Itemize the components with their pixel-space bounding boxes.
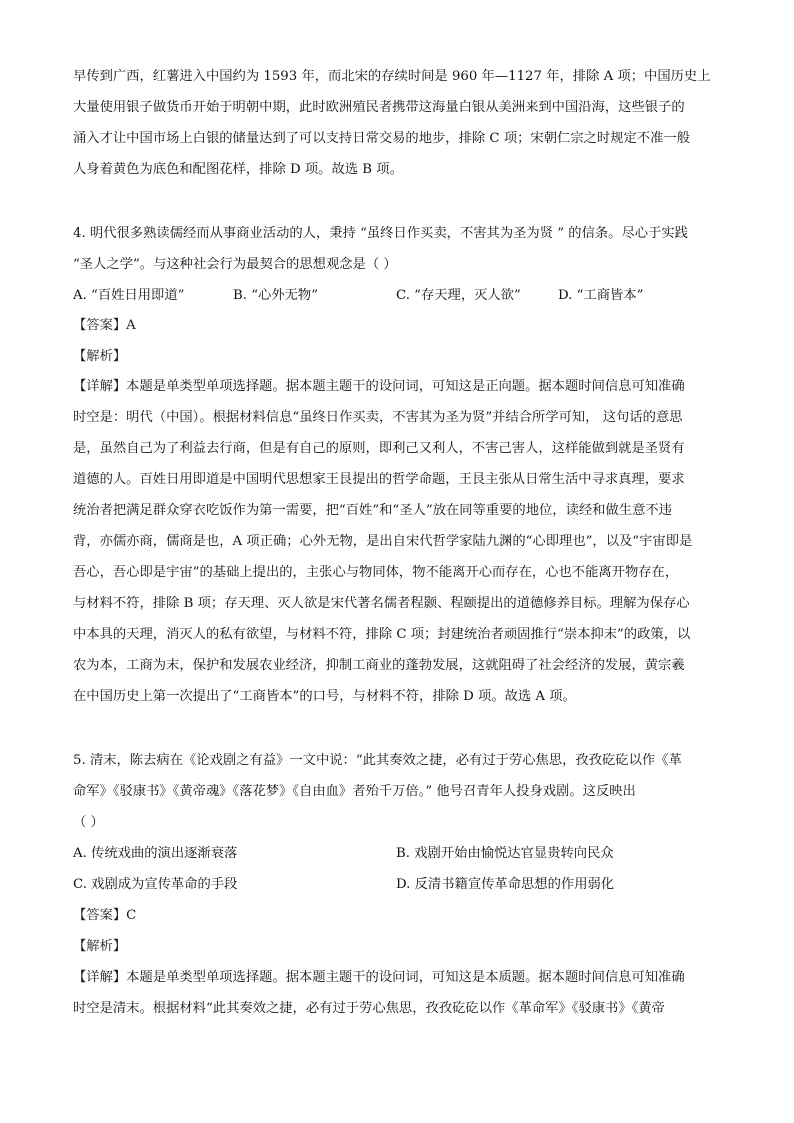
q5-option-c: C. 戏剧成为宣传革命的手段 bbox=[73, 877, 238, 892]
prev-explanation-line-2: 大量使用银子做货币开始于明朝中期，此时欧洲殖民者携带这海量白银从美洲来到中国沿海，这些银子的 bbox=[73, 100, 685, 115]
q4-option-a: A. “百姓日用即道” bbox=[73, 288, 185, 303]
q4-detail-line: 与材料不符，排除 B 项；存天理、灭人欲是宋代著名儒者程颢、程颐提出的道德修养目标。理解为保存心 bbox=[73, 596, 690, 611]
q5-analysis-label: 【解析】 bbox=[73, 939, 127, 954]
q4-detail-line: 道德的人。百姓日用即道是中国明代思想家王艮提出的哲学命题，王艮主张从日常生活中寻求真理，要求 bbox=[73, 472, 685, 487]
q4-detail-line: 农为本，工商为末，保护和发展农业经济，抑制工商业的蓬勃发展，这就阻碍了社会经济的发展，黄宗羲 bbox=[73, 658, 685, 673]
q4-analysis-label: 【解析】 bbox=[73, 349, 127, 364]
q5-stem-line-3: （ ） bbox=[73, 815, 104, 830]
q5-answer-label: 【答案】C bbox=[73, 908, 137, 923]
prev-explanation-line-1: 早传到广西，红薯进入中国约为 1593 年，而北宋的存续时间是 960 年—1127 年，排除 A 项；中国历史上 bbox=[73, 69, 711, 84]
q4-detail-line: 中本具的天理，消灭人的私有欲望，与材料不符，排除 C 项；封建统治者顽固推行“崇本抑末”的政策，以 bbox=[73, 627, 691, 642]
q4-detail-line: 【详解】本题是单类型单项选择题。据本题主题干的设问词，可知这是正向题。据本题时间信息可知准确 bbox=[73, 379, 685, 394]
q4-option-b: B. “心外无物” bbox=[233, 288, 319, 303]
q4-detail-line: 吾心，吾心即是宇宙”的基础上提出的，主张心与物同体，物不能离开心而存在，心也不能离开物存在， bbox=[73, 565, 679, 580]
q5-stem-line-1: 5. 清末，陈去病在《论戏剧之有益》一文中说：“此其奏效之捷，必有过于劳心焦思，孜孜矻矻以作《革 bbox=[73, 753, 682, 768]
q5-detail-line: 时空是清末。根据材料“此其奏效之捷，必有过于劳心焦思，孜孜矻矻以作《革命军》《驳康书》《黄帝 bbox=[73, 1001, 665, 1016]
q4-detail-line: 是，虽然自己为了利益去行商，但是有自己的原则，即利己又利人，不害己害人，这样能做到就是圣贤有 bbox=[73, 441, 685, 456]
q4-option-c: C. “存天理，灭人欲” bbox=[396, 288, 521, 303]
q4-stem-line-1: 4. 明代很多熟读儒经而从事商业活动的人，秉持 “虽终日作买卖，不害其为圣为贤 ” 的信条。尽心于实践 bbox=[73, 226, 688, 241]
q4-detail-line: 背，亦儒亦商，儒商是也，A 项正确；心外无物，是出自宋代哲学家陆九渊的“心即理也”，以及“宇宙即是 bbox=[73, 534, 693, 549]
q5-option-d: D. 反清书籍宣传革命思想的作用弱化 bbox=[396, 877, 615, 892]
q4-answer-label: 【答案】A bbox=[73, 318, 136, 333]
q4-detail-line: 统治者把满足群众穿衣吃饭作为第一需要，把“百姓”和“圣人”放在同等重要的地位，读经和做生意不违 bbox=[73, 503, 672, 518]
q5-option-b: B. 戏剧开始由愉悦达官显贵转向民众 bbox=[396, 846, 614, 861]
q5-stem-line-2: 命军》《驳康书》《黄帝魂》《落花梦》《自由血》者殆千万倍。” 他号召青年人投身戏剧。这反映出 bbox=[73, 784, 636, 799]
q5-detail-line: 【详解】本题是单类型单项选择题。据本题主题干的设问词，可知这是本质题。据本题时间信息可知准确 bbox=[73, 970, 685, 985]
q4-option-d: D. “工商皆本” bbox=[558, 288, 644, 303]
q5-option-a: A. 传统戏曲的演出逐渐衰落 bbox=[73, 846, 238, 861]
prev-explanation-line-3: 涌入才让中国市场上白银的储量达到了可以支持日常交易的地步，排除 C 项；宋朝仁宗之时规定不准一般 bbox=[73, 131, 690, 146]
prev-explanation-line-4: 人身着黄色为底色和配图花样，排除 D 项。故选 B 项。 bbox=[73, 162, 403, 177]
q4-stem-line-2: “圣人之学”。与这种社会行为最契合的思想观念是（ ） bbox=[73, 257, 397, 272]
q4-detail-line: 时空是：明代（中国）。根据材料信息“虽终日作买卖，不害其为圣为贤”并结合所学可知， 这句话的意思 bbox=[73, 410, 683, 425]
q4-detail-line: 在中国历史上第一次提出了“工商皆本”的口号，与材料不符，排除 D 项。故选 A 项。 bbox=[73, 689, 576, 704]
